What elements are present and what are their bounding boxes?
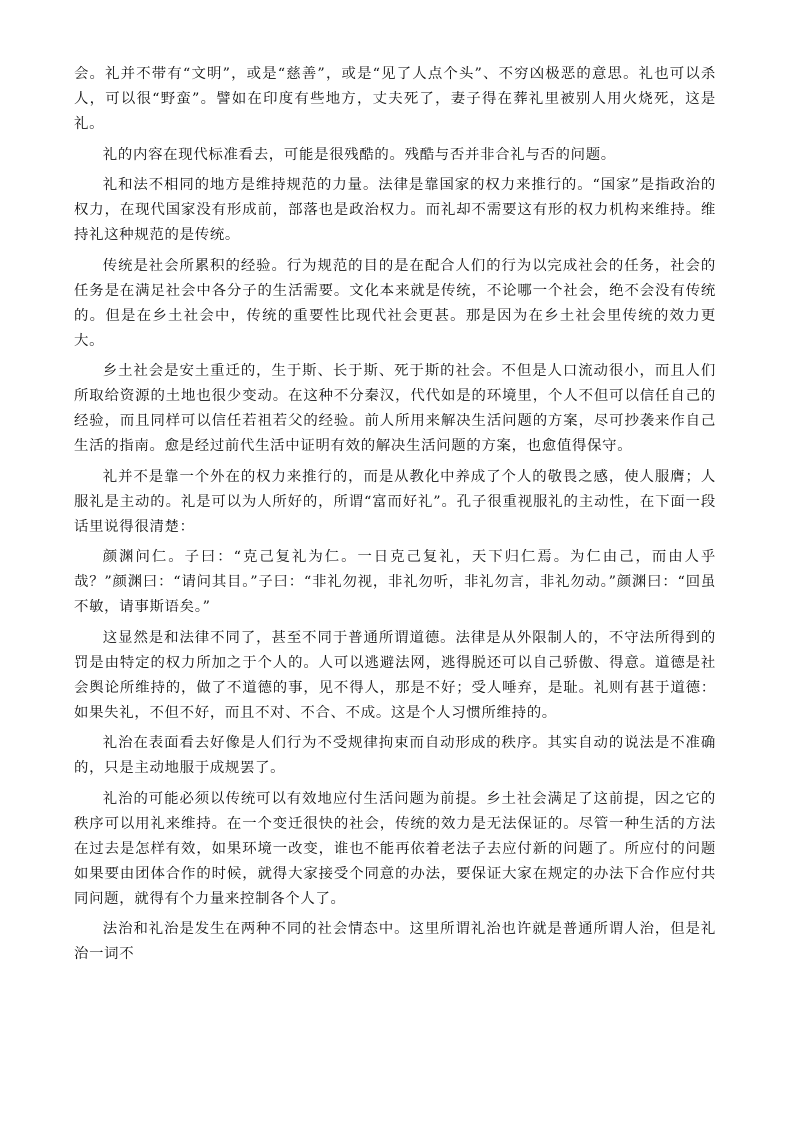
paragraph-6: 礼并不是靠一个外在的权力来推行的，而是从教化中养成了个人的敬畏之感，使人服膺；人服礼是主动的。礼是可以为人所好的，所谓“富而好礼”。孔子很重视服礼的主动性，在下面一段话里说得很清楚： [74,468,716,535]
document-page [74,62,716,973]
paragraph-3: 礼和法不相同的地方是维持规范的力量。法律是靠国家的权力来推行的。“国家”是指政治的权力，在现代国家没有形成前，部落也是政治权力。而礼却不需要这有形的权力机构来维持。维持礼这种规范的是传统。 [74,177,716,243]
paragraph-11: 法治和礼治是发生在两种不同的社会情态中。这里所谓礼治也许就是普通所谓人治，但是礼治一词不 [74,921,716,962]
paragraph-10: 礼治的可能必须以传统可以有效地应付生活问题为前提。乡土社会满足了这前提，因之它的秩序可以用礼来维持。在一个变迁很快的社会，传统的效力是无法保证的。尽管一种生活的方法在过去是怎样有效，如果环境一改变，谁也不能再依着老法子去应付新的问题了。所应付的问题如果要由团体合作的时候，就得大家接受个同意的办法，要保证大家在规定的办法下合作应付共同问题，就得有个力量来控制各个人了。 [74,790,716,907]
paragraph-5: 乡土社会是安土重迁的，生于斯、长于斯、死于斯的社会。不但是人口流动很小，而且人们所取给资源的土地也很少变动。在这种不分秦汉，代代如是的环境里，个人不但可以信任自己的经验，而且同样可以信任若祖若父的经验。前人所用来解决生活问题的方案，尽可抄袭来作自己生活的指南。愈是经过前代生活中证明有效的解决生活问题的方案，也愈值得保守。 [74,363,716,454]
paragraph-2: 礼的内容在现代标准看去，可能是很残酷的。残酷与否并非合礼与否的问题。 [102,146,616,163]
paragraph-8: 这显然是和法律不同了，甚至不同于普通所谓道德。法律是从外限制人的，不守法所得到的罚是由特定的权力所加之于个人的。人可以逃避法网，逃得脱还可以自己骄傲、得意。道德是社会舆论所维持的，做了不道德的事，见不得人，那是不好；受人唾弃，是耻。礼则有甚于道德：如果失礼，不但不好，而且不对、不合、不成。这是个人习惯所维持的。 [74,629,716,721]
paragraph-4: 传统是社会所累积的经验。行为规范的目的是在配合人们的行为以完成社会的任务，社会的任务是在满足社会中各分子的生活需要。文化本来就是传统，不论哪一个社会，绝不会没有传统的。但是在乡土社会中，传统的重要性比现代社会更甚。那是因为在乡土社会里传统的效力更大。 [74,257,716,349]
paragraph-1: 会。礼并不带有“文明”，或是“慈善”，或是“见了人点个头”、不穷凶极恶的意思。礼也可以杀人，可以很“野蛮”。譬如在印度有些地方，丈夫死了，妻子得在葬礼里被别人用火烧死，这是礼。 [74,66,716,132]
paragraph-9: 礼治在表面看去好像是人们行为不受规律拘束而自动形成的秩序。其实自动的说法是不准确的，只是主动地服于成规罢了。 [74,735,716,776]
paragraph-7-quote: 颜渊问仁。子曰：“克己复礼为仁。一日克己复礼，天下归仁焉。为仁由己，而由人乎哉？”颜渊曰：“请问其目。”子曰：“非礼勿视，非礼勿听，非礼勿言，非礼勿动。”颜渊曰：“回虽不敏，请事斯语矣。” [74,549,716,615]
